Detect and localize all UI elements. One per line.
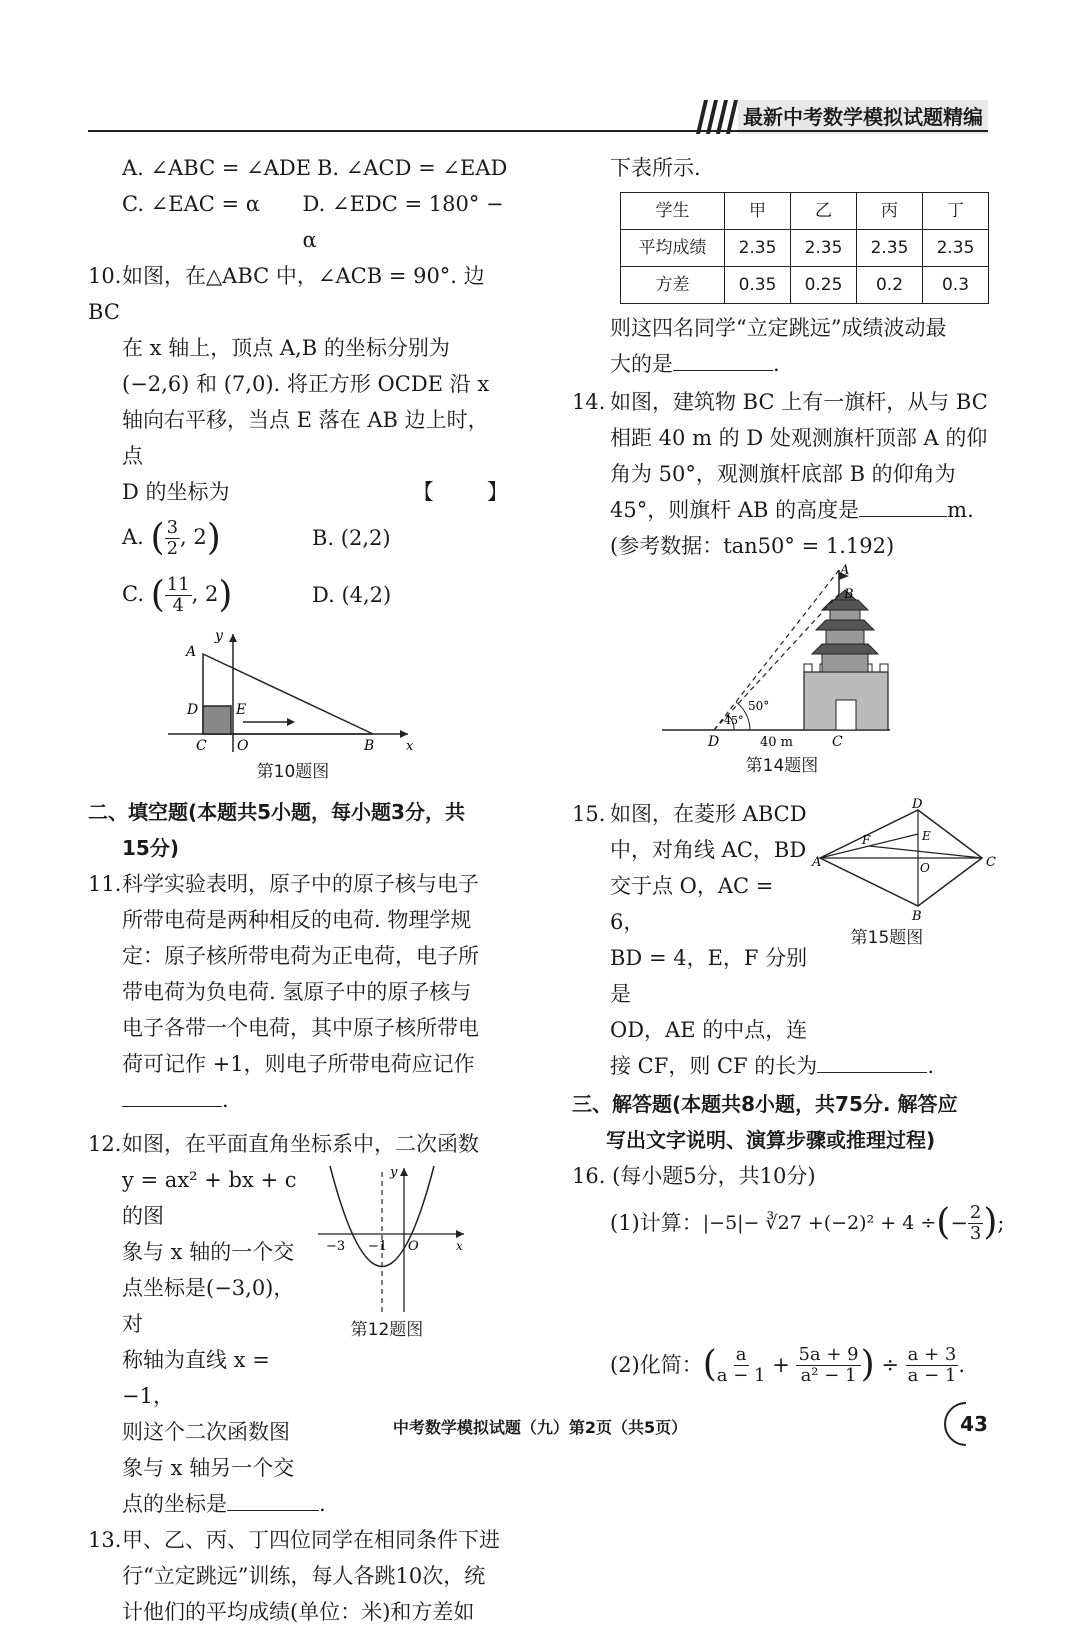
section-2-heading <box>88 794 508 866</box>
q15-end: . <box>927 1054 934 1078</box>
q11-line: 所带电荷是两种相反的电荷. 物理学规 <box>122 908 472 932</box>
question-16 <box>572 1158 1005 1390</box>
table-cell: 0.25 <box>791 267 857 304</box>
q15-line: 交于点 O，AC = 6， <box>610 874 774 934</box>
label-A: A <box>840 563 850 578</box>
q10-option-c-rest: , 2 <box>191 581 219 606</box>
table-header-cell: 学生 <box>621 193 725 230</box>
section-3-heading <box>572 1086 992 1158</box>
question-11 <box>88 866 508 1118</box>
q13-end: . <box>773 352 780 376</box>
q15-figure <box>812 796 996 926</box>
right-column <box>572 150 1005 1390</box>
q11-line: 定：原子核所带电荷为正电荷，电子所 <box>122 944 479 968</box>
q16-part-1-end: ; <box>997 1211 1005 1235</box>
q13-cont: 下表所示. <box>610 156 701 180</box>
q13-line: 计他们的平均成绩(单位：米)和方差如 <box>122 1600 475 1624</box>
q13-after <box>572 310 992 382</box>
q10-line: 轴向右平移，当点 E 落在 AB 边上时，点 <box>122 408 489 468</box>
answer-blank[interactable] <box>227 1489 319 1511</box>
q15-number: 15. <box>572 802 606 826</box>
header-rule <box>88 130 988 132</box>
section-2-line1: 二、填空题(本题共5小题，每小题3分，共 <box>88 800 465 824</box>
table-header-row <box>621 193 989 230</box>
table-cell: 0.2 <box>857 267 923 304</box>
q12-side-line: 则这个二次函数图 <box>122 1420 290 1444</box>
label-O: O <box>920 861 930 875</box>
q14-figure <box>572 564 992 748</box>
table-cell: 0.35 <box>725 267 791 304</box>
fraction-denominator: a² − 1 <box>800 1364 857 1386</box>
table-cell: 0.3 <box>923 267 989 304</box>
section-3-line2: 写出文字说明、演算步骤或推理过程) <box>606 1128 936 1152</box>
table-row <box>621 267 989 304</box>
left-column <box>88 150 508 1630</box>
q14-line: 45°，则旗杆 AB 的高度是 <box>610 498 860 522</box>
q10-option-a-label: A. <box>122 524 144 549</box>
fraction <box>165 518 180 559</box>
fraction-numerator: 2 <box>969 1201 982 1223</box>
label-x: x <box>456 1239 463 1253</box>
question-14 <box>572 384 992 784</box>
fraction <box>968 1203 983 1244</box>
fraction <box>906 1345 959 1386</box>
q12-side-line: 象与 x 轴的一个交 <box>122 1240 295 1264</box>
label-B: B <box>912 909 922 924</box>
q16-part-2-label: (2)化简： <box>610 1353 703 1377</box>
table-cell: 方差 <box>621 267 725 304</box>
label-O: O <box>237 738 249 754</box>
q10-figure <box>88 624 508 754</box>
q9-option-b: B. ∠ACD = ∠EAD <box>317 156 508 180</box>
q15-line: 如图，在菱形 ABCD <box>610 802 807 826</box>
header-stripes <box>688 100 738 134</box>
answer-blank[interactable] <box>673 349 773 371</box>
q16-part-2: (2)化简： ( $\frac{a}{a - 1}$ + $\frac{5a + 9}{\text{a² − 1}}$ ) ÷ $\frac{a + 3}{a - 1}$ . <box>610 1343 966 1386</box>
label-O: O <box>408 1239 419 1254</box>
q9-option-c: C. ∠EAC = α <box>122 192 260 216</box>
q13-line: 行“立定跳远”训练，每人各跳10次，统 <box>122 1564 486 1588</box>
q12-line: 如图，在平面直角坐标系中，二次函数 <box>122 1132 479 1156</box>
label-B: B <box>844 587 854 602</box>
q10-line: (−2,6) 和 (7,0). 将正方形 OCDE 沿 x <box>122 372 490 396</box>
q9-options-row2 <box>88 186 508 258</box>
fraction-denominator: 3 <box>969 1222 982 1244</box>
question-12 <box>88 1126 508 1522</box>
table-header-cell: 甲 <box>725 193 791 230</box>
label-A: A <box>186 644 197 660</box>
page-footer: 中考数学模拟试题（九）第2页（共5页） <box>392 1418 688 1437</box>
q14-line: 如图，建筑物 BC 上有一旗杆，从与 BC <box>610 390 988 414</box>
label-minus-1: −1 <box>368 1239 388 1254</box>
q10-line: D 的坐标为 <box>122 480 230 504</box>
q10-option-a: A. ( $\frac{3}{2}$ , 2) <box>122 516 221 559</box>
table-cell: 2.35 <box>791 230 857 267</box>
q11-line: 科学实验表明，原子中的原子核与电子 <box>122 872 479 896</box>
page-number: 43 <box>960 1412 988 1436</box>
fraction <box>717 1345 766 1386</box>
q14-line: (参考数据：tan50° = 1.192) <box>610 534 895 558</box>
q10-line: 在 x 轴上，顶点 A,B 的坐标分别为 <box>122 336 450 360</box>
q11-line: 带电荷为负电荷. 氢原子中的原子核与 <box>122 980 472 1004</box>
label-D: D <box>187 702 199 718</box>
q12-end: . <box>319 1492 326 1516</box>
q15-line: OD，AE 的中点，连 <box>610 1018 808 1042</box>
q13-line: 甲、乙、丙、丁四位同学在相同条件下进 <box>122 1528 500 1552</box>
question-13 <box>88 1522 508 1630</box>
table-header-cell: 乙 <box>791 193 857 230</box>
figure-caption: 第14题图 <box>745 756 819 776</box>
fraction-numerator: 3 <box>166 516 179 538</box>
q11-line: 电子各带一个电荷，其中原子核所带电 <box>122 1016 479 1040</box>
q10-option-c-label: C. <box>122 581 144 606</box>
q14-unit: m. <box>947 498 974 522</box>
fraction-numerator: 5a + 9 <box>798 1343 859 1365</box>
label-minus-3: −3 <box>326 1239 346 1254</box>
label-C: C <box>986 855 996 870</box>
table-header-cell: 丙 <box>857 193 923 230</box>
q14-number: 14. <box>572 390 606 414</box>
q10-option-a-rest: , 2 <box>180 524 207 549</box>
answer-bracket: 【 】 <box>412 480 508 504</box>
fraction-numerator: a <box>735 1343 747 1365</box>
fraction-numerator: a + 3 <box>907 1343 957 1365</box>
q13-number: 13. <box>88 1528 122 1552</box>
q11-end: . <box>222 1088 229 1112</box>
answer-blank[interactable] <box>122 1085 222 1107</box>
question-15 <box>572 796 996 1048</box>
figure-caption: 第10题图 <box>256 762 330 782</box>
q9-option-d: D. ∠EDC = 180° − α <box>302 192 504 252</box>
q14-line: 相距 40 m 的 D 处观测旗杆顶部 A 的仰 <box>610 426 988 450</box>
fraction <box>165 575 192 616</box>
table-row <box>621 230 989 267</box>
label-angle-50: 50° <box>748 699 770 713</box>
q13-after-line: 大的是 <box>610 352 673 376</box>
label-distance: 40 m <box>760 735 794 750</box>
answer-blank[interactable] <box>859 495 947 517</box>
fraction-denominator: 4 <box>172 594 184 616</box>
fraction-denominator: a − 1 <box>907 1364 957 1386</box>
table-cell: 平均成绩 <box>621 230 725 267</box>
label-B: B <box>364 738 375 754</box>
q16-part-1: (1)计算： |−5|− ∛27 +(−2)² + 4 ÷ ( − $\frac{2}{3}$ ) ; <box>610 1201 1005 1244</box>
section-3-line1: 三、解答题(本题共8小题，共75分. 解答应 <box>572 1092 958 1116</box>
q16-part-1-expression: |−5|− ∛27 +(−2)² + 4 ÷ <box>702 1212 937 1234</box>
q12-side-line: 点坐标是(−3,0)，对 <box>122 1276 295 1336</box>
table-cell: 2.35 <box>857 230 923 267</box>
q12-number: 12. <box>88 1132 122 1156</box>
label-F: F <box>862 833 871 847</box>
fraction-denominator: a − 1 <box>716 1364 766 1386</box>
q10-option-c: C. ( $\frac{11}{4}$ , 2) <box>122 573 233 616</box>
label-D: D <box>912 797 923 812</box>
table-header-cell: 丁 <box>923 193 989 230</box>
header-title: 最新中考数学模拟试题精编 <box>738 100 988 134</box>
fraction-denominator: 2 <box>166 537 179 559</box>
q10-number: 10. <box>88 264 122 288</box>
q15-line: BD = 4，E，F 分别是 <box>610 946 808 1006</box>
answer-blank[interactable] <box>817 1051 927 1073</box>
q12-side-line: 象与 x 轴另一个交 <box>122 1456 295 1480</box>
q10-line: 如图，在△ABC 中，∠ACB = 90°. 边 BC <box>88 264 485 324</box>
label-E: E <box>236 702 247 718</box>
label-E: E <box>922 829 931 843</box>
label-C: C <box>196 738 207 754</box>
q16-heading: 16. (每小题5分，共10分) <box>572 1164 816 1188</box>
figure-caption: 第15题图 <box>850 928 924 948</box>
q9-option-a: A. ∠ABC = ∠ADE <box>122 156 312 180</box>
question-10 <box>88 258 508 790</box>
q11-line: 荷可记作 +1，则电子所带电荷应记作 <box>122 1052 475 1076</box>
q11-number: 11. <box>88 872 122 896</box>
label-D: D <box>708 734 720 750</box>
label-y: y <box>390 1165 398 1180</box>
label-x: x <box>406 739 414 754</box>
q13-after-line: 则这四名同学“立定跳远”成绩波动最 <box>610 316 947 340</box>
q14-line: 角为 50°，观测旗杆底部 B 的仰角为 <box>610 462 956 486</box>
figure-caption: 第12题图 <box>350 1320 424 1340</box>
fraction <box>796 1345 860 1386</box>
q12-side-line: y = ax² + bx + c 的图 <box>122 1168 297 1228</box>
q12-figure <box>312 1162 508 1312</box>
q9-options-row1 <box>88 150 508 186</box>
q10-option-b: B. (2,2) <box>312 526 391 550</box>
q15-line: 接 CF，则 CF 的长为 <box>610 1054 818 1078</box>
table-cell: 2.35 <box>725 230 791 267</box>
q12-side-line: 称轴为直线 x = −1， <box>122 1348 270 1408</box>
q10-option-d: D. (4,2) <box>312 583 392 607</box>
fraction-numerator: 11 <box>166 573 190 595</box>
label-angle-45: 45° <box>724 714 744 727</box>
table-cell: 2.35 <box>923 230 989 267</box>
q15-line: 中，对角线 AC，BD <box>610 838 807 862</box>
q13-table <box>620 192 989 304</box>
label-C: C <box>832 734 843 750</box>
label-y: y <box>215 628 223 644</box>
q16-part-1-label: (1)计算： <box>610 1211 703 1235</box>
section-2-line2: 15分) <box>122 836 179 860</box>
label-A: A <box>812 855 822 870</box>
q12-side-line: 点的坐标是 <box>122 1492 227 1516</box>
